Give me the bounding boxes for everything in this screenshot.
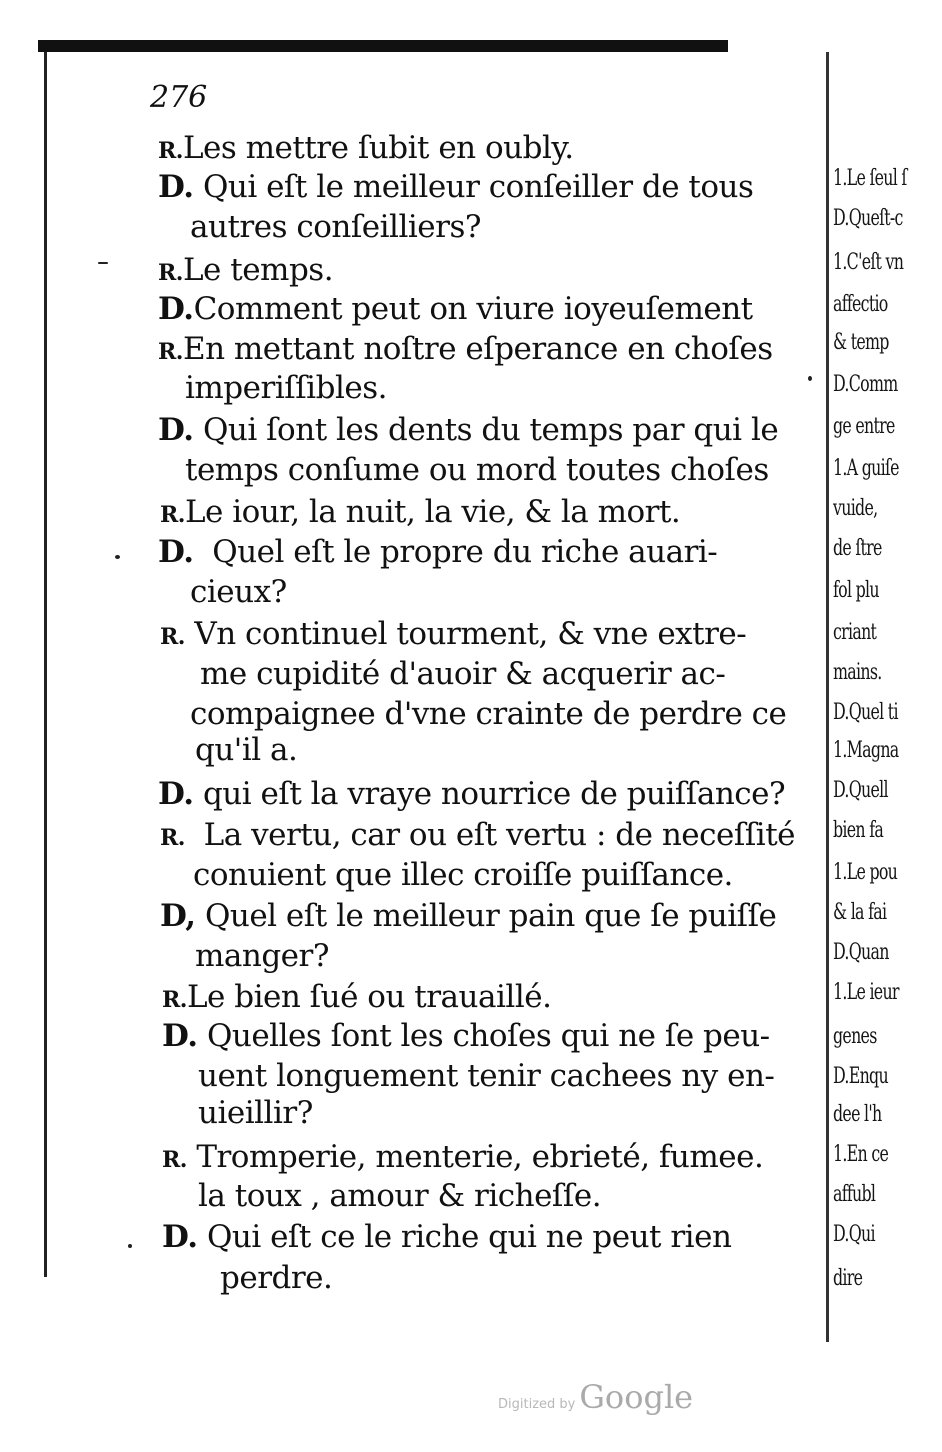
line-text: uent longuement tenir cachees ny en- [198, 1058, 775, 1094]
line-text: Les mettre ſubit en oubly. [182, 130, 574, 166]
line-text: cieux? [190, 574, 287, 610]
margin-line: genes [833, 1024, 877, 1049]
margin-line: & la fai [833, 900, 887, 925]
line-text: Le iour, la nuit, la vie, & la mort. [184, 494, 681, 530]
line-text: Qui eſt ce le riche qui ne peut rien [206, 1219, 732, 1255]
margin-line: 1.Le pou [833, 860, 898, 885]
text-line [185, 368, 387, 408]
line-text: Quel eſt le propre du riche auari- [212, 534, 718, 570]
google-wordmark: Google [579, 1378, 694, 1416]
speaker-mark: R. [160, 624, 185, 650]
margin-line: 1.En ce [833, 1142, 889, 1167]
margin-line: dire [833, 1266, 863, 1291]
ink-speck [808, 376, 812, 381]
top-rule [38, 40, 728, 52]
margin-line: affubl [833, 1182, 876, 1207]
speaker-mark: D. [158, 534, 194, 570]
margin-line: D.Quell [833, 778, 888, 803]
margin-line: de ſtre [833, 536, 882, 561]
margin-line: D.Quel ti [833, 700, 898, 725]
text-line [158, 532, 717, 572]
margin-line: 1.Magna [833, 738, 899, 763]
speaker-mark: R. [158, 138, 183, 164]
speaker-mark: D. [158, 169, 194, 205]
speaker-mark: D. [162, 1018, 198, 1054]
line-text: La vertu, car ou eſt vertu : de neceſſité [203, 817, 796, 853]
line-text: temps conſume ou mord toutes choſes [185, 452, 769, 488]
margin-line: D.Qui [833, 1222, 875, 1247]
text-line [162, 1137, 763, 1180]
text-line [160, 815, 795, 858]
line-text: qui eſt la vraye nourrice de puiſſance? [202, 776, 786, 812]
text-line [158, 329, 773, 372]
line-text: Le temps. [182, 252, 334, 288]
line-text: Quel eſt le meilleur pain que ſe puiſſe [204, 898, 777, 934]
line-text: manger? [195, 938, 329, 974]
margin-line: 1.A guiſe [833, 456, 899, 481]
margin-line: D.Enqu [833, 1064, 888, 1089]
margin-line: bien fa [833, 818, 884, 843]
text-line [190, 207, 481, 247]
text-line [195, 730, 297, 770]
margin-line: 1.Le ieur [833, 980, 899, 1005]
line-text: me cupidité d'auoir & acquerir ac- [200, 656, 726, 692]
margin-line: criant [833, 620, 877, 645]
text-line [158, 410, 778, 450]
margin-line: fol plu [833, 578, 879, 603]
text-line [160, 614, 746, 657]
text-line [195, 936, 329, 976]
line-text: perdre. [220, 1260, 333, 1296]
speaker-mark: R. [160, 825, 185, 851]
left-page-edge [44, 52, 47, 1277]
text-line [220, 1258, 332, 1298]
speaker-mark: R. [162, 987, 187, 1013]
text-line [158, 289, 753, 329]
line-text: conuient que illec croiſſe puiſſance. [193, 857, 733, 893]
text-line [190, 694, 786, 734]
margin-line: D.Queſt-c [833, 206, 903, 231]
line-text: Tromperie, menterie, ebrieté, fumee. [196, 1139, 764, 1175]
text-line [162, 1217, 731, 1257]
line-text: En mettant noſtre eſperance en choſes [182, 331, 773, 367]
ink-speck [98, 262, 108, 264]
line-text: la toux , amour & richeſſe. [198, 1178, 602, 1214]
line-text: Comment peut on viure ioyeuſement [193, 291, 753, 327]
text-line [190, 572, 287, 612]
text-line [198, 1176, 601, 1216]
ink-speck [115, 555, 120, 559]
line-text: Qui ſont les dents du temps par qui le [202, 412, 779, 448]
line-text: qu'il a. [195, 732, 298, 768]
speaker-mark: D. [158, 412, 194, 448]
text-line [160, 492, 680, 535]
margin-line: ge entre [833, 414, 895, 439]
text-line [198, 1056, 774, 1096]
text-line [162, 1016, 770, 1056]
text-line [198, 1093, 313, 1133]
speaker-mark: R. [160, 502, 185, 528]
speaker-mark: D. [158, 776, 194, 812]
text-line [200, 654, 725, 694]
text-line [158, 167, 753, 207]
margin-line: mains. [833, 660, 882, 685]
speaker-mark: R. [158, 339, 183, 365]
text-line [158, 250, 333, 293]
line-text: imperiſſibles. [185, 370, 387, 406]
margin-line: dee l'h [833, 1102, 882, 1127]
line-text: Quelles ſont les choſes qui ne ſe peu- [206, 1018, 770, 1054]
speaker-mark: R. [162, 1147, 187, 1173]
ink-speck [128, 1244, 132, 1248]
line-text: uieillir? [198, 1095, 313, 1131]
line-text: Vn continuel tourment, & vne extre- [194, 616, 747, 652]
digitized-by-watermark [498, 1378, 693, 1416]
margin-line: 1.Le ſeul ſ [833, 166, 907, 191]
margin-line: D.Quan [833, 940, 889, 965]
margin-line: D.Comm [833, 372, 898, 397]
line-text: Le bien ſué ou trauaillé. [186, 979, 552, 1015]
margin-line: affectio [833, 292, 888, 317]
margin-line: & temp [833, 330, 889, 355]
margin-line: vuide, [833, 496, 878, 521]
speaker-mark: R. [158, 260, 183, 286]
margin-line: 1.C'eſt vn [833, 250, 904, 275]
text-line [185, 450, 769, 490]
page-number: 276 [150, 80, 208, 115]
text-line [158, 774, 785, 814]
text-line [193, 855, 733, 895]
text-line [158, 128, 574, 171]
text-line [160, 896, 776, 936]
speaker-mark: D, [160, 898, 196, 934]
gutter-rule [826, 52, 829, 1342]
text-line [162, 977, 551, 1020]
line-text: autres conſeilliers? [190, 209, 481, 245]
speaker-mark: D. [162, 1219, 198, 1255]
line-text: compaignee d'vne crainte de perdre ce [190, 696, 787, 732]
speaker-mark: D. [158, 291, 194, 327]
line-text: Qui eſt le meilleur conſeiller de tous [202, 169, 754, 205]
digitized-by-label: Digitized by [498, 1397, 576, 1412]
